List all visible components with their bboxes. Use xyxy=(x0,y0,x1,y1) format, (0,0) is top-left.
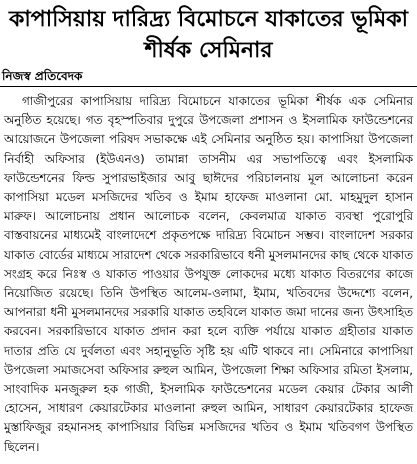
byline-divider xyxy=(0,86,417,87)
article-headline: কাপাসিয়ায় দারিদ্র্য বিমোচনে যাকাতের ভূমিকা শীর্ষক সেমিনার xyxy=(9,7,408,63)
article-body: গাজীপুরের কাপাসিয়ায় দারিদ্র্য বিমোচনে যাকাতের ভূমিকা শীর্ষক এক সেমিনার অনুষ্ঠিত হয়েছে। গত বৃহস্পতিবার দুপুরে উপজেলা প্রশাসন ও ইসলামিক ফাউন্ডেশনের আয়োজনে উপজেলা পরিষদ সভাকক্ষে এই সেমিনার অনুষ্ঠিত হয়। কাপাসিয়া উপজেলা নির্বাহী অফিসার (ইউএনও) তামান্না তাসনীম এর সভাপতিত্বে এবং ইসলামিক ফাউন্ডেশনের ফিল্ড সুপারভাইজার আবু ছাঈদের পরিচালনায় মূল আলোচনা করেন কাপাসিয়া মডেল মসজিদের খতিব ও ইমাম হাফেজ মাওলানা মো. মাহমুদুল হাসান মারুফ। আলোচনায় প্রধান আলোচক বলেন, কেবলমাত্র যাকাত ব্যবস্থা পুরোপুরি বাস্তবায়নের মাধ্যমেই বাংলাদেশে প্রকৃতপক্ষে দারিদ্র্য বিমোচন সম্ভব। বাংলাদেশ সরকার যাকাত বোর্ডের মাধ্যমে সারাদেশ থেকে সরকারিভাবে ধনী মুসলমানদের কাছ থেকে যাকাত সংগ্রহ করে নিঃস্ব ও যাকাত পাওয়ার উপযুক্ত লোকদের মধ্যে যাকাত বিতরণের কাজে নিয়োজিত রয়েছে। তিনি উপস্থিত আলেম-ওলামা, ইমাম, খতিবদের উদ্দেশ্যে বলেন, আপনারা ধনী মুসলমানদের সরকারি যাকাত তহবিলে যাকাত জমা দানের জন্য উৎসাহিত করবেন। সরকারিভাবে যাকাত প্রদান করা হলে ব্যক্তি পর্যায়ে যাকাত গ্রহীতার যাকাত দাতার প্রতি যে দুর্বলতা এবং সহানুভূতি সৃষ্টি হয় এটি থাকবে না। সেমিনারে কাপাসিয়া উপজেলা সমাজসেবা অফিসার রুহুল আমিন, উপজেলা শিক্ষা অফিসার রমিতা ইসলাম, সাংবাদিক মনজুরুল হক গাজী, ইসলামিক ফাউন্ডেশনের মডেল কেয়ার টেকার আলী হোসেন, সাধারণ কেয়ারটেকার মাওলানা রুহুল আমিন, সাধারণ কেয়ারটেকার হাফেজ মুস্তাফিজুর রহমানসহ কাপাসিয়ার বিভিন্ন মসজিদের খতিব ও ইমাম খতিবগণ উপস্থিত ছিলেন। xyxy=(4,94,413,454)
article-byline: নিজস্ব প্রতিবেদক xyxy=(2,69,83,83)
